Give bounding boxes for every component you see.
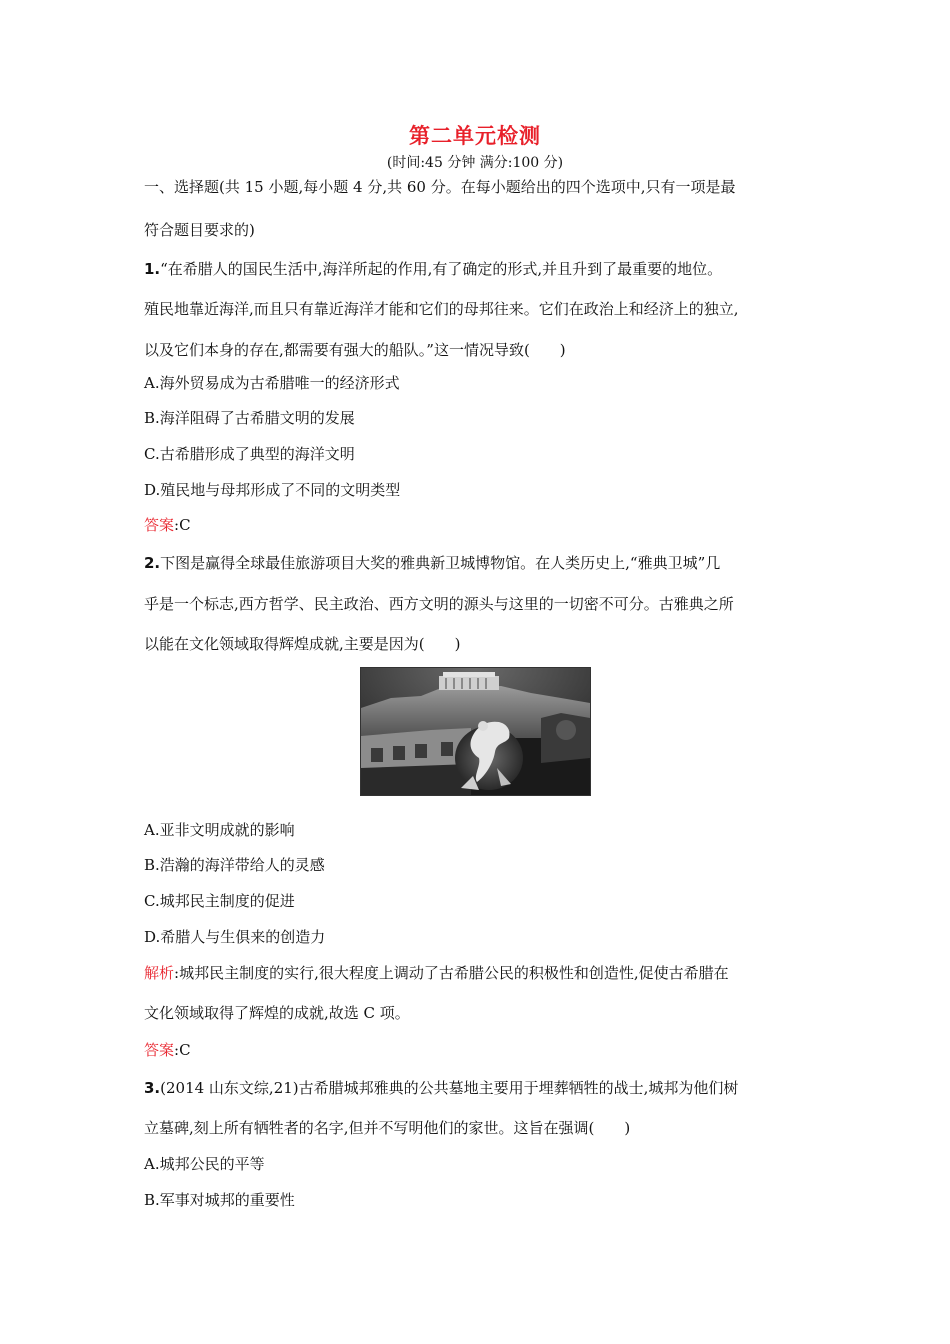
question-2-analysis-line1: [144, 963, 814, 983]
question-3-option-a: A.城邦公民的平等: [144, 1155, 265, 1173]
answer-label: 答案: [144, 1041, 175, 1059]
question-2-line1: [144, 553, 814, 573]
question-1-option-b: B.海洋阻碍了古希腊文明的发展: [144, 409, 355, 427]
question-2-answer: [144, 1040, 814, 1060]
question-2-line3: 以能在文化领域取得辉煌成就,主要是因为( ): [144, 635, 461, 653]
question-2-option-b: B.浩瀚的海洋带给人的灵感: [144, 856, 325, 874]
answer-label: 答案: [144, 516, 175, 534]
analysis-label: 解析: [144, 964, 175, 982]
question-1-option-d: D.殖民地与母邦形成了不同的文明类型: [144, 481, 401, 499]
question-2-option-d: D.希腊人与生俱来的创造力: [144, 928, 326, 946]
page-title: 第二单元检测: [409, 124, 541, 148]
analysis-text1: :城邦民主制度的实行,很大程度上调动了古希腊公民的积极性和创造性,促使古希腊在: [174, 964, 729, 982]
question-2-option-c: C.城邦民主制度的促进: [144, 892, 295, 910]
question-2-number: 2.: [144, 554, 161, 572]
question-3-text1: (2014 山东文综,21)古希腊城邦雅典的公共墓地主要用于埋葬牺牲的战士,城邦为他们树: [160, 1079, 739, 1097]
question-2-text1: 下图是赢得全球最佳旅游项目大奖的雅典新卫城博物馆。在人类历史上,“雅典卫城”几: [160, 554, 721, 572]
question-1-option-c: C.古希腊形成了典型的海洋文明: [144, 445, 355, 463]
question-1-line1: [144, 259, 814, 279]
exam-info: (时间:45 分钟 满分:100 分): [386, 155, 564, 171]
acropolis-museum-photo: [360, 667, 591, 796]
answer-value: :C: [174, 516, 191, 534]
question-2-option-a: A.亚非文明成就的影响: [144, 821, 295, 839]
question-1-text1: “在希腊人的国民生活中,海洋所起的作用,有了确定的形式,并且升到了最重要的地位。: [160, 260, 723, 278]
question-1-option-a: A.海外贸易成为古希腊唯一的经济形式: [144, 374, 400, 392]
answer-value: :C: [174, 1041, 191, 1059]
question-3-number: 3.: [144, 1079, 161, 1097]
question-1-line3: 以及它们本身的存在,都需要有强大的船队。”这一情况导致( ): [144, 341, 566, 359]
question-1-number: 1.: [144, 260, 161, 278]
question-2-line2: 乎是一个标志,西方哲学、民主政治、西方文明的源头与这里的一切密不可分。古雅典之所: [144, 595, 734, 613]
section-heading-line1: 一、选择题(共 15 小题,每小题 4 分,共 60 分。在每小题给出的四个选项中,只有一项是最: [144, 178, 736, 196]
question-3-line2: 立墓碑,刻上所有牺牲者的名字,但并不写明他们的家世。这旨在强调( ): [144, 1119, 631, 1137]
question-2-analysis-line2: 文化领域取得了辉煌的成就,故选 C 项。: [144, 1004, 410, 1022]
question-1-line2: 殖民地靠近海洋,而且只有靠近海洋才能和它们的母邦往来。它们在政治上和经济上的独立,: [144, 300, 739, 318]
section-heading-line2: 符合题目要求的): [144, 221, 255, 239]
question-3-option-b: B.军事对城邦的重要性: [144, 1191, 295, 1209]
question-3-line1: [144, 1078, 814, 1098]
question-1-answer: [144, 515, 814, 535]
